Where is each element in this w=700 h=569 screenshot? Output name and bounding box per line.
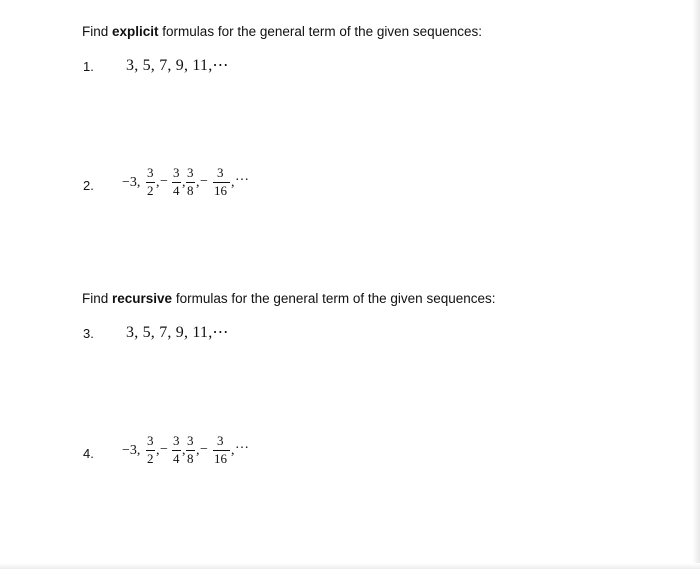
problem-4-term-4-denominator: 16: [214, 451, 227, 466]
problem-2-term-1-separator: ,: [156, 175, 160, 190]
problem-2-term-4-numerator: 3: [217, 165, 224, 180]
problem-2-term-2-sign: −: [160, 174, 168, 189]
problem-2-term-3-denominator: 8: [187, 183, 194, 198]
problem-4-term-3-denominator: 8: [187, 451, 194, 466]
problem-2-term-4-sign: −: [200, 174, 208, 189]
problem-4-term-2-sign: −: [160, 442, 168, 457]
problem-4-term-2-denominator: 4: [173, 451, 180, 466]
problem-1-sequence: 3, 5, 7, 9, 11,⋯: [126, 57, 229, 74]
problem-4-term-4-sign: −: [200, 442, 208, 457]
problem-1-number: 1.: [83, 59, 94, 74]
problem-4-first-term: −3,: [122, 443, 141, 458]
problem-2-term-3-separator: ,: [196, 175, 200, 190]
problem-2-term-1-numerator: 3: [147, 165, 154, 180]
problem-4-term-3-separator: ,: [196, 443, 200, 458]
recursive-keyword: recursive: [112, 291, 173, 306]
problem-3-sequence: 3, 5, 7, 9, 11,⋯: [126, 324, 229, 341]
recursive-instruction: Find recursive formulas for the general term of the given sequences:: [82, 291, 496, 306]
problem-4-number: 4.: [83, 446, 94, 461]
explicit-keyword: explicit: [112, 24, 159, 39]
problem-4-term-4-numerator: 3: [217, 433, 224, 448]
problem-4-term-3-numerator: 3: [187, 433, 194, 448]
problem-4-term-2-separator: ,: [182, 443, 186, 458]
problem-4-term-1-numerator: 3: [147, 433, 154, 448]
problem-2-term-2-denominator: 4: [173, 183, 180, 198]
problem-4-term-2-numerator: 3: [173, 433, 180, 448]
problem-2-term-4-separator: ,: [231, 175, 235, 190]
problem-2-term-1-denominator: 2: [147, 183, 154, 198]
problem-2-first-term: −3,: [122, 175, 141, 190]
problem-2-number: 2.: [83, 178, 94, 193]
problem-4-sequence: [122, 432, 272, 472]
problem-4-term-1-separator: ,: [156, 443, 160, 458]
problem-2-term-2-numerator: 3: [173, 165, 180, 180]
page-edge-shadow: [692, 0, 700, 569]
problem-4-term-1-denominator: 2: [147, 451, 154, 466]
page-bottom-shadow: [0, 563, 700, 569]
problem-4-ellipsis: …: [235, 437, 249, 452]
problem-2-term-4-denominator: 16: [214, 183, 227, 198]
problem-2-ellipsis: …: [235, 169, 249, 184]
problem-2-sequence: [122, 164, 272, 204]
problem-2-term-3-numerator: 3: [187, 165, 194, 180]
problem-2-term-2-separator: ,: [182, 175, 186, 190]
explicit-instruction: Find explicit formulas for the general term of the given sequences:: [82, 24, 482, 39]
problem-4-term-4-separator: ,: [231, 443, 235, 458]
problem-3-number: 3.: [83, 326, 94, 341]
